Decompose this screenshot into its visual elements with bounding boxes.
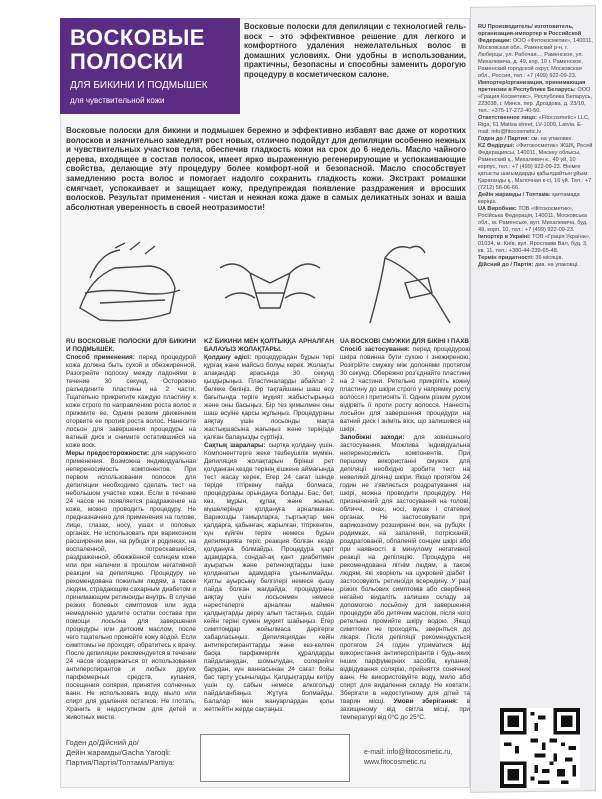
side-block-text: 36 місяців. <box>535 255 564 261</box>
expiry-label-translations: Дейін жарамды/Gacha Yaroqli: <box>66 748 171 757</box>
contact-info <box>364 748 468 768</box>
applying-strip-illustration <box>350 238 470 328</box>
product-header <box>60 18 240 114</box>
description-text: Восковые полоски для бикини и подмышек бережно и эффективно избавят вас даже от коротких волосков и значительно замедлят рост новых, отлично подойдут для депиляции особенно нежных и чувствительных участков тела, обеспечив гладкость кожи на срок до 6 недель. Масло чайного дерева, входящее в состав полосок, имеет ярко выраженную регенерирующие и успокаивающие свойства, делающие эту процедуру более комфорт-ной и безопасной. Масло способствует замедлению роста волос и помогает надолго сохранить гладкость кожи. Экстракт ромашки смягчает, успокаивает и защищает кожу, предупреждая появление раздражения и вросших волосков. Результат применения - чистая и нежная кожа даже в самых деликатных зонах и ваша абсолютная уверенность в своей неотразимости! <box>66 126 466 212</box>
product-title: ВОСКОВЫЕ ПОЛОСКИ <box>70 25 205 74</box>
contact-email: e-mail: info@fitocosmetic.ru, <box>364 749 453 756</box>
side-block-heading: Годен до / Партия: <box>478 136 530 142</box>
instructions-ua-usage-text: перед процедурою шкіра повинна бути сухою і знежиреною. Розігрійте смужку між долонями протягом 30 секунд. Обережно роз'єднайте пластини на 2 частини. Ретельно прикріпіть кожну пластину до шкіри строго у напрямку росту волосся і притисніть її. Одним різким рухом відірвіть її проти росту волосся. Нанесіть лосьйон для завершення процедури на ватний диск і зніміть віск, що залишився на шкірі. <box>340 346 471 433</box>
side-block-1 <box>478 80 594 115</box>
instructions-ua-title: UA ВОСКОВІ СМУЖКИ ДЛЯ БІКІНІ І ПАХВ <box>340 338 469 345</box>
instructions-ua <box>340 338 470 722</box>
side-block-text: см. на упаковке. <box>530 136 574 142</box>
contact-website: www.fitocosmetic.ru <box>364 759 426 766</box>
instructions-ua-precautions-heading: Запобіжні заходи: <box>340 434 405 441</box>
instructions-kz-usage-text: процедурадан бұрын тері құрғақ және майсыз болуы керек. Жолақты алақандар арасында 30 секунд қыздырыңыз. Пластиналарды абайлап 2 бөлікке бөліңіз. Әр тақтайшаны шаш өсу бағытында теріге мұқият жабыстырыңыз және оны басыңыз. Бір тез қимылмен оны шаш өсуіне қарсы жұлыңыз. Процедураны аяқтау үшін лосьонды мақта жастықшасына жағыңыз және теріңізде қалған балауызды сүртіңіз. <box>204 354 335 441</box>
side-block-text: «Фитокосметик» ЖШҚ, Ресей Федерациясы, 140011, Мәскеу облысы, Раменский қ., Михалевич к., 49 үй, 10 корпус, тел.: +7 (499) 922-09-23. Өнімге қатысты шағымдарды қабылдайтын ұйым: Қарағанды қ., Малочная к-сі, 16 үй. Тел.: +7 (7212) 56-06-66. <box>478 143 593 191</box>
expiry-batch-stamp-area <box>200 734 350 782</box>
side-block-text: ТОВ «Грація Україна», 01034, м. Київ, вул. Ярославів Вал, буд. 3, кв. 11, тел.: +380-44-239-65-48. <box>478 234 591 254</box>
side-block-heading: UA Виробник: <box>478 206 517 212</box>
side-block-text: ООО «Грация Косметикс», Республика Беларусь, 223038, г. Минск, пер. Дроздова, д. 23/10, тел.: +375-17-272-40-50. <box>478 87 592 114</box>
product-tagline: для чувствительной кожи <box>70 96 165 105</box>
side-block-text: ООО «Фитокосметик», 140011, Московская обл., Раменский р-н, г. Люберцы, ул. Рабочая..., Раменское, ул. Михалевича, д. 49, кор. 10 г. Раменское, Раменский городской округ, Московская обл., Россия, тел.: +7 (499) 922-09-23. <box>478 38 593 79</box>
side-block-heading: Дейін жарамды / Топтама: <box>478 192 551 198</box>
side-block-text: «Fitocosmetic» LLC, Riga, 61 Matisa street, LV-1009, Latvia. E-mail: info@fitocosmetic.lv <box>478 115 590 135</box>
side-block-text: див. на упаковці. <box>535 262 579 268</box>
instructions-ru-precautions-text: для наружного применения. Возможна индивидуальная непереносимость компонентов. При первом использовании полосок для депиляции необходимо сделать тест на небольшом участке кожи. Если в течение 24 часов не появляется раздражение на коже, можно проводить процедуру. Не предназначено для применения на голове, лице, глазах, носу, ушах и половых органах. Не использовать при варикозном расширении вен, на рубцах и родинках, на воспаленной, потрескавшейся, раздраженной, обожжённой солнцем коже или при наличии в прошлом негативной реакции на депиляцию. Процедуру не рекомендована пожилым людям, а также людям, страдающим сахарным диабетом и принимающим ретиноиды внутрь. В случае резких болевых симптомов или зуда немедленно удалите остатки состава при помощи лосьона для завершения процедуры или детским маслом, после чего тщательно промойте кожу водой. Если симптомы не проходят, обратитесь к врачу. После депиляции рекомендуется в течение 24 часов воздержаться от использования антиперспирантов и любых других парфюмерных средств, купания, посещения солярия, принятия солнечных ванн. Не использовать воду, мыло или спирт для удаления остатков. Не глотать. Хранить в недоступном для детей и животных месте. <box>66 450 196 721</box>
side-block-heading: KZ Өндіруші: <box>478 143 515 149</box>
instructions-kz-precautions-text: сыртқа қолдану үшін. Компоненттерге жеке төзбеушілік мүмкін. Депиляция жолақтарын бірінші рет қолданған кезде терінің кішкене аймағында тест жасау керек. Егер 24 сағат ішінде теріде тітіркену пайда болмаса, процедураны орындауға болады. Бас, бет, көз, мұрын, құлақ және жыныс мүшелерінде қолдануға арналмаған. Варикозды тамырларға, тыртықтар мен қалдарға, қабынған, жарылған, тітіркенген, күн күйген теріге немесе бұрын депиляцияға теріс реакция болған кезде қолдануға болмайды. Процедура қарт адамдарға, сондай-ақ қант диабетімен ауыратын және ретиноидтарды ішке қолданатын адамдарға ұсынылмайды. Қатты ауырсыну белгілері немесе қышу пайда болған жағдайда, процедураны аяқтау үшін лосьонмен немесе нәрестелерге арналған маймен қалдықтарды дереу алып тастаңыз, содан кейін теріні сумен мұқият шайыңыз. Егер симптомдар жойылмаса дәрігерге хабарласыңыз. Депиляциядан кейін антиперспиранттарды және кез-келген басқа парфюмерлік құралдарды пайдаланудан, шомылудан, солярийге барудан, күн ваннасынан 24 сағат бойы бас тарту ұсынылады. Қалдықтарды кетіру үшін су, сабын немесе алкогольді пайдаланбаңыз. Жұтуға болмайды. Балалар мен жануарлардан қолы жетпейтін жерде сақтаңыз. <box>204 442 334 713</box>
instructions-ua-storage-text: в захищеному від світла місці, при температурі від 0°С до 25°С. <box>340 698 471 721</box>
side-block-heading: Термін придатності: <box>478 255 534 261</box>
side-block-2 <box>478 115 594 136</box>
product-subtitle: ДЛЯ БИКИНИ И ПОДМЫШЕК <box>70 80 208 91</box>
instructions-kz-title: KZ БИКИНИ МЕН ҚОЛТЫҚҚА АРНАЛҒАН БАЛАУЫЗ ЖОЛАҚТАРЫ. <box>204 338 334 353</box>
instructions-ru-title: RU ВОСКОВЫЕ ПОЛОСКИ ДЛЯ БИКИНИ И ПОДМЫШЕК. <box>66 338 196 353</box>
instructions-kz-precautions-heading: Сақтық шаралары: <box>204 442 266 449</box>
side-block-3 <box>478 136 594 143</box>
side-block-9 <box>478 262 594 269</box>
side-block-heading: RU Производитель/ изготовитель, организация-импортер в Российской Федерации: <box>478 24 582 44</box>
instructions-ru-precautions-heading: Меры предосторожности: <box>66 450 150 457</box>
side-block-7 <box>478 234 594 255</box>
side-block-heading: Ответственное лицо: <box>478 115 538 121</box>
side-block-6 <box>478 206 594 234</box>
intro-text: Восковые полоски для депиляции с технологией гель-воск – это эффективное решение для легкого и комфортного удаления нежелательных волос в домашних условиях. Они удобны в использовании, практичны, безопасны и способны заменить дорогую процедуру в косметическом салоне. <box>244 22 466 79</box>
side-block-4 <box>478 143 594 192</box>
side-block-heading: Импортер/организация, принимающая претензии в Республике Беларусь: <box>478 80 586 93</box>
expiry-batch-labels <box>66 738 196 768</box>
warming-hands-illustration <box>70 238 190 328</box>
qr-code-icon <box>500 708 580 788</box>
instructions-kz-usage-heading: Қолдану әдісі: <box>204 354 252 361</box>
side-block-text: қаптамада көріңіз. <box>478 192 580 205</box>
side-block-heading: Дійсний до / Партія: <box>478 262 534 268</box>
side-block-5 <box>478 192 594 206</box>
expiry-label: Годен до/Дійсний до/ <box>66 738 139 747</box>
side-block-8 <box>478 255 594 262</box>
separating-strip-illustration <box>210 238 330 328</box>
side-block-heading: Імпортер в Україні: <box>478 234 531 240</box>
instructions-ru <box>66 338 196 722</box>
batch-label: Партия/Партія/Топтама/Partiya: <box>66 758 175 767</box>
instructions-kz <box>204 338 334 714</box>
side-block-text: ТОВ «Фітокосметик», Російська Федерація, 140011, Московська обл., м. Раменське, вул. Михалевича, буд. 49, корп. 10, тел.: +7 (499) 922-09-23. <box>478 206 588 233</box>
instructions-ua-storage-heading: Умови зберігання: <box>393 698 459 705</box>
instructions-ru-usage-text: перед процедурой кожа должна быть сухой и обезжиренной. Разогрейте полоску между ладонями в течение 30 секунд. Осторожно разъедините пластины на 2 части. Тщательно прикрепите каждую пластину к коже строго по направлению роста волос и прижмите ее. Одним резким движением оторвите ее против роста волос. Нанесите лосьон для завершения процедуры на ватный диск и снимите остатившийся на коже воск. <box>66 354 197 449</box>
instructions-ru-usage-heading: Способ применения: <box>66 354 135 361</box>
instructions-ua-usage-heading: Спосіб застосування: <box>340 346 410 353</box>
side-legal-info <box>478 24 594 269</box>
instructions-ua-precautions-text: для зовнішнього застосування. Можлива індивідуальна непереносимість компонентів. При першому використанні смужок для депіляції необхідно зробити тест на невеликій ділянці шкіри. Якщо протягом 24 годин не з'являється роздратування на шкірі, можна проводити процедуру. Не призначений для застосування на голові, обличчі, очах, носі, вухах і статевих органах. Не застосовувати при варикозному розширенні вен, на рубцях і родимках, на запаленій, потрісканій, роздратованій, обпаленій сонцем шкірі або при наявності в минулому негативної реакції на депіляцію. Процедура не рекомендована літнім людям, а також людям, які хворіють на цукровий діабет і застосовують ретиноїди всередину. У разі різких больових симптомів або свербіння негайно видаліть залишки складу за допомогою лосьйону для завершення процедури або дитячим маслом, після чого ретельно промийте шкіру водою. Якщо симптоми не проходять, зверніться до лікаря. Після депіляції рекомендується протягом 24 годин утриматися від використання антиперспірантів і будь-яких інших парфумерних засобів, купання, відвідування солярію, прийняття сонячних ванн. Не використовуйте воду, мило або спирт для видалення складу. Не ковтати. Зберігати в недоступному для дітей та тварин місці. <box>340 434 470 705</box>
side-block-0 <box>478 24 594 80</box>
